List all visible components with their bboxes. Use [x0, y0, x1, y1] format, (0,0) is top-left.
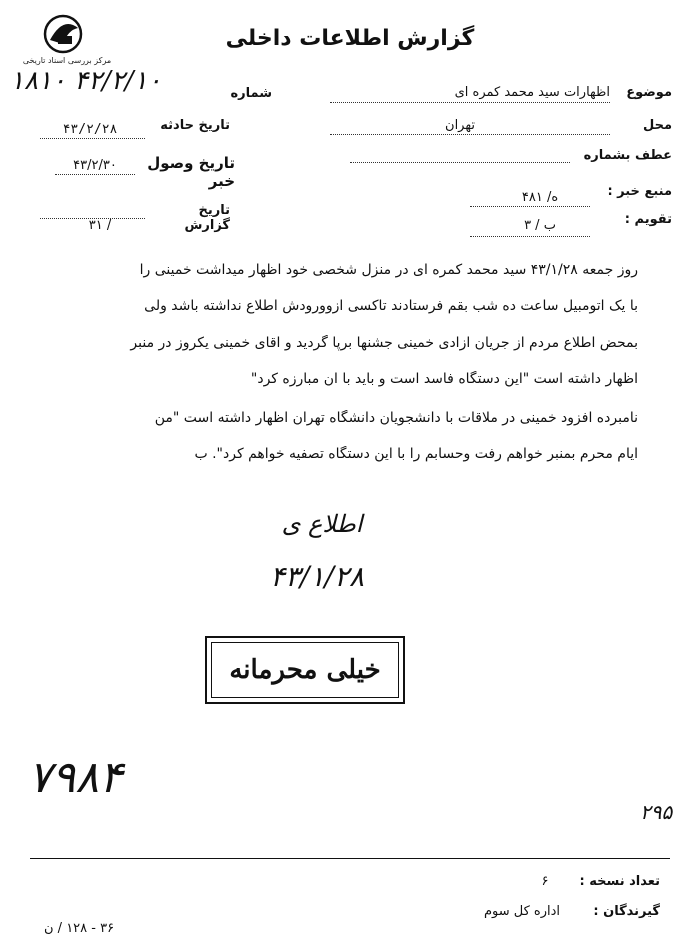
classification-stamp-text: خیلی محرمانه	[211, 642, 399, 698]
report-date-value: ۳۱ /	[88, 218, 112, 233]
place-label: محل	[642, 118, 672, 133]
handwritten-note: اطلاع ی	[281, 510, 363, 538]
place-underline	[330, 134, 610, 135]
recipients-label: گیرندگان :	[593, 904, 660, 919]
body-line: اظهار داشته است "این دستگاه فاسد است و باید با ان مبارزه کرد"	[250, 371, 638, 387]
number-label: شماره	[230, 86, 272, 101]
body-line: بمحض اطلاع مردم از جریان ازادی خمینی جشنها برپا گردید و اقای خمینی یکروز در منبر	[130, 335, 638, 351]
body-line: نامبرده افزود خمینی در ملاقات با دانشجویان دانشگاه تهران اظهار داشته است "من	[154, 410, 638, 426]
copies-label: تعداد نسخه :	[579, 874, 660, 889]
footer-divider	[30, 858, 670, 859]
source-underline	[470, 206, 590, 207]
receipt-date-underline	[55, 174, 135, 175]
subject-label: موضوع	[626, 85, 672, 100]
source-value: ه/ ۴۸۱	[521, 190, 559, 205]
subject-underline	[330, 102, 610, 103]
recipients-value: اداره کل سوم	[483, 904, 560, 919]
classification-stamp	[205, 636, 405, 704]
document-code: ۳۶ - ۱۲۸ / ن	[44, 921, 115, 936]
receipt-date-value: ۴۳/۲/۳۰	[73, 158, 117, 173]
ref-label: عطف بشماره	[583, 148, 672, 163]
incident-date-value: ۴۳/۲/۲۸	[62, 122, 118, 137]
report-date-label: تاریخ گزارش	[184, 203, 230, 233]
ref-underline	[350, 162, 570, 163]
copies-value: ۶	[541, 874, 549, 889]
body-line: روز جمعه ۴۳/۱/۲۸ سید محمد کمره ای در منزل شخصی خود اظهار میداشت خمینی را	[139, 262, 638, 278]
calendar-underline	[470, 236, 590, 237]
calendar-label: تقویم :	[624, 212, 672, 227]
handwritten-number: ۱۸۱۰ ۴۲/۲/۱۰	[10, 66, 162, 96]
place-value: تهران	[445, 118, 475, 133]
calendar-value: ب / ۳	[524, 218, 556, 233]
incident-date-label: تاریخ حادثه	[160, 118, 230, 133]
page-mark: ۲۹۵	[640, 800, 673, 824]
subject-value: اظهارات سید محمد کمره ای	[454, 85, 610, 100]
incident-date-underline	[40, 138, 145, 139]
logo-caption: مرکز بررسی اسناد تاریخی	[22, 56, 112, 65]
receipt-date-label: تاریخ وصول خبر	[147, 154, 235, 190]
archive-number: ۷۹۸۴	[28, 752, 123, 803]
page-title: گزارش اطلاعات داخلی	[225, 26, 475, 51]
body-line: با یک اتومبیل ساعت ده شب بقم فرستادند تاکسی ازوورودش اطلاع نداشته باشد ولی	[144, 298, 638, 314]
source-label: منبع خبر :	[607, 184, 672, 199]
body-line: ایام محرم بمنبر خواهم رفت وحسابم را با این دستگاه تصفیه خواهم کرد". ب	[194, 446, 638, 462]
handwritten-date: ۴۳/۱/۲۸	[269, 560, 365, 593]
